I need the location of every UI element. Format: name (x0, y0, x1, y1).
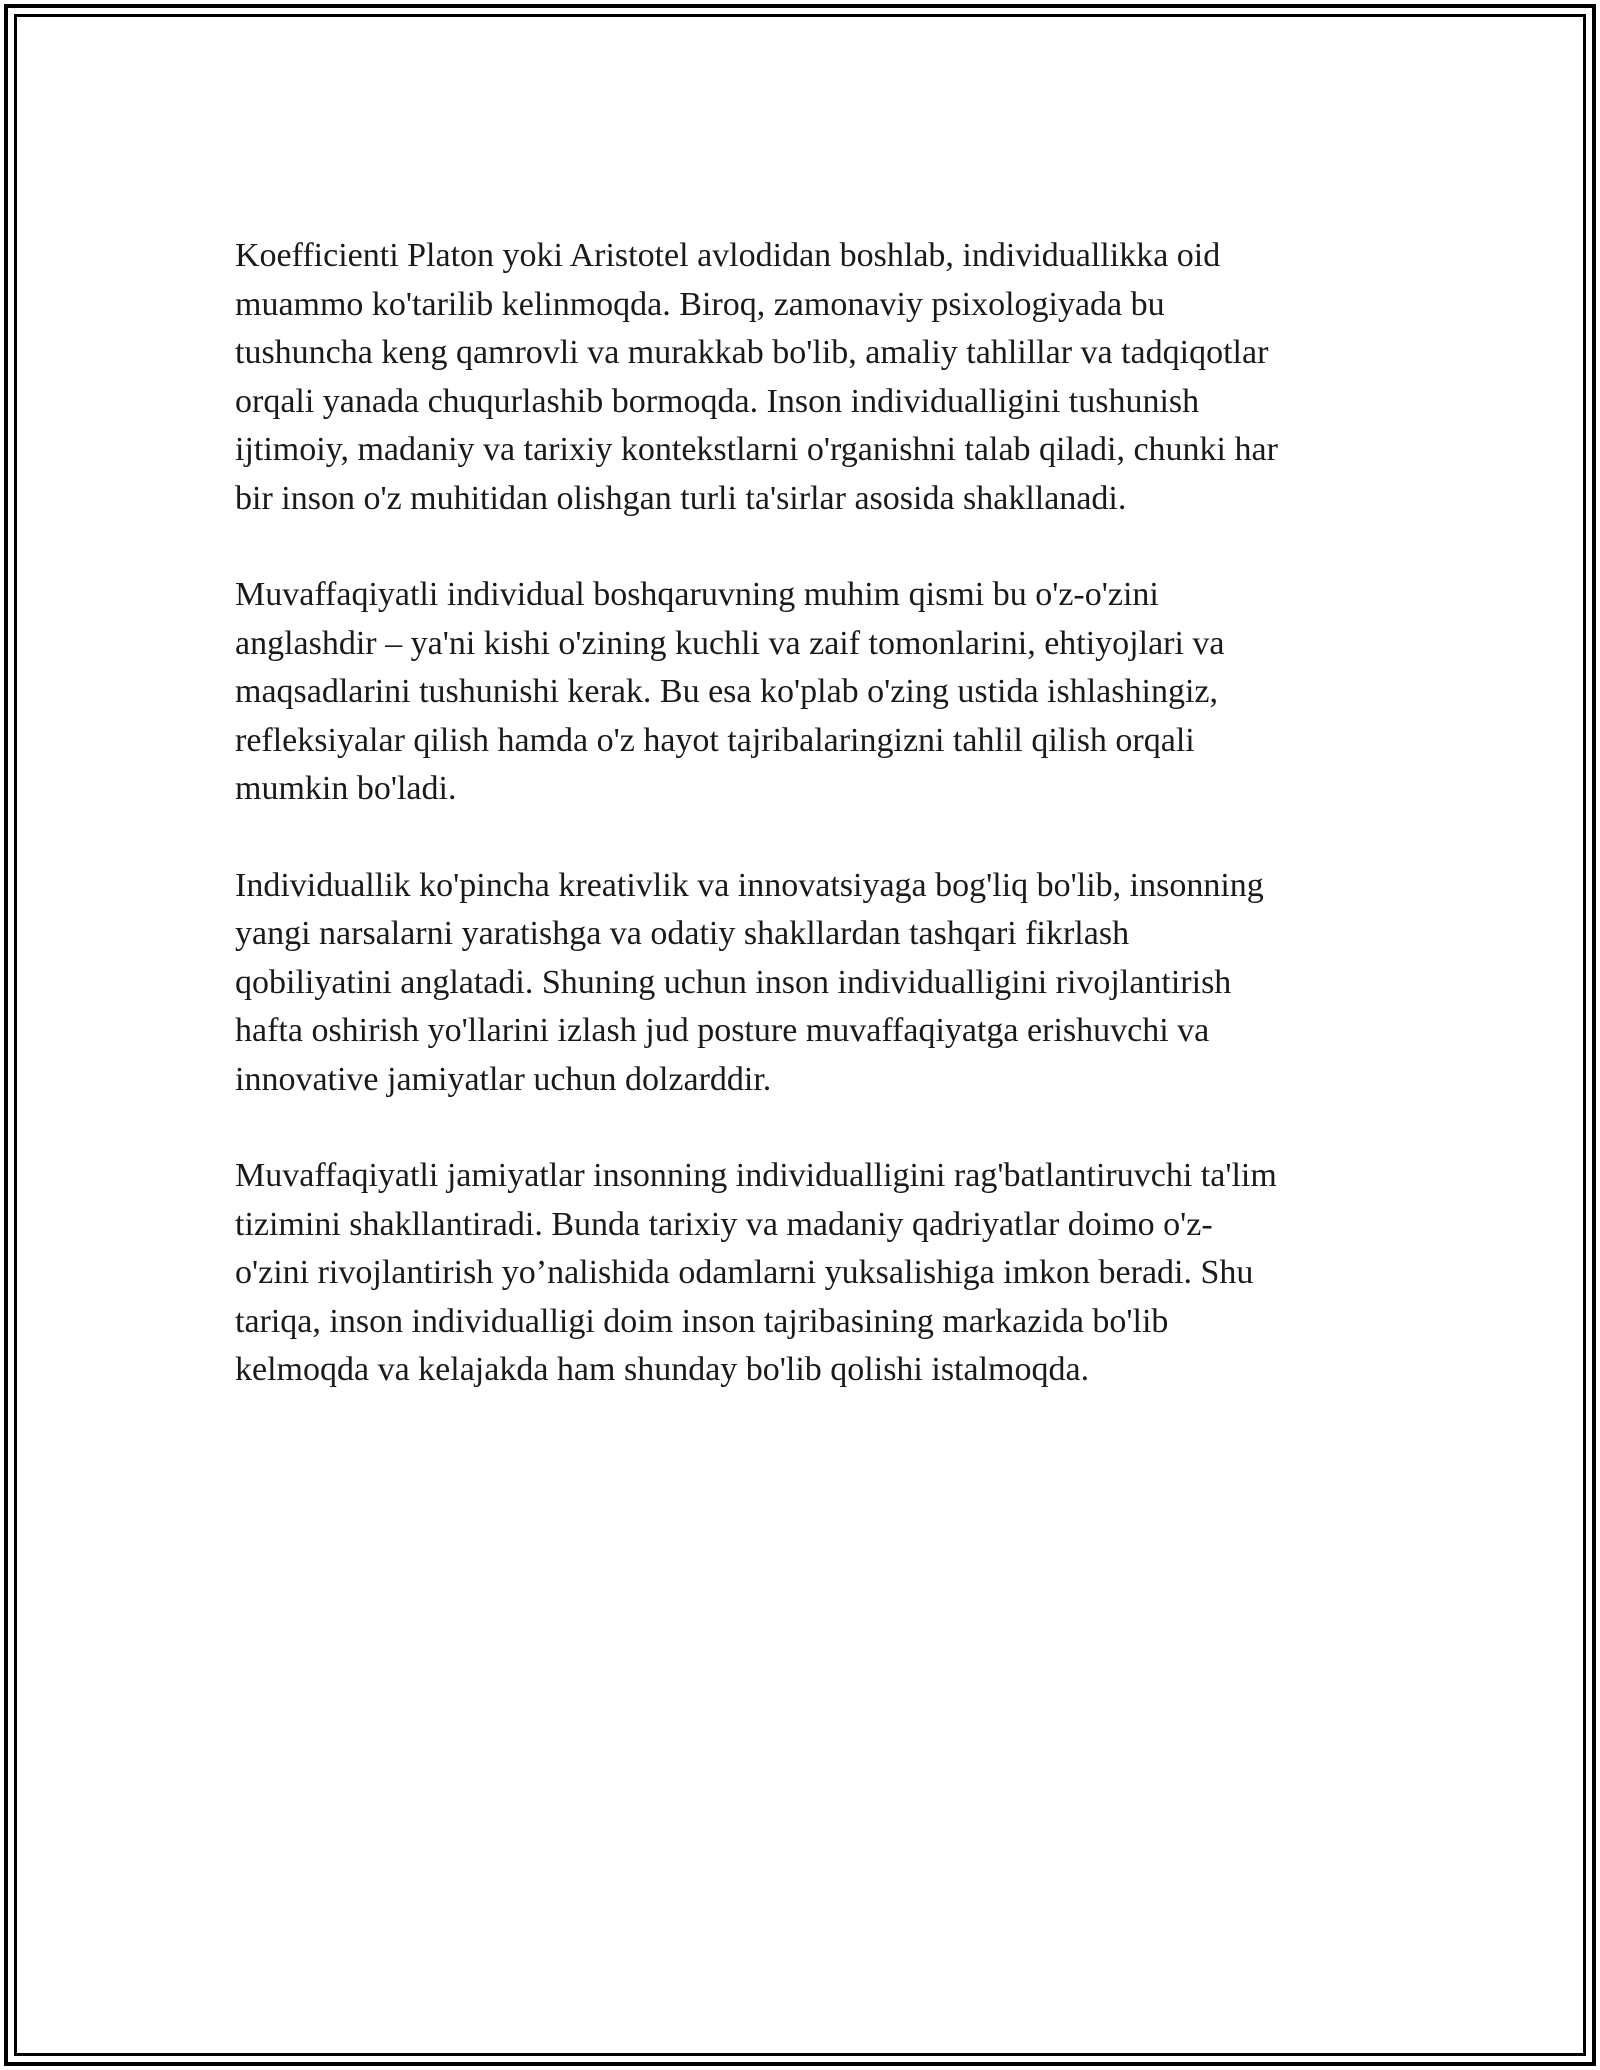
document-body (235, 232, 1385, 1443)
paragraph-2: Muvaffaqiyatli individual boshqaruvning muhim qismi bu o'z-o'zini anglashdir – ya'ni kishi o'zining kuchli va zaif tomonlarini, ehtiyojlari va maqsadlarini tushunishi kerak. Bu esa ko'plab o'zing ustida ishlashingiz, refleksiyalar qilish hamda o'z hayot tajribalaringizni tahlil qilish orqali mumkin bo'ladi. (235, 576, 1225, 807)
paragraph-4: Muvaffaqiyatli jamiyatlar insonning individualligini rag'batlantiruvchi ta'lim tizimini shakllantiradi. Bunda tarixiy va madaniy qadriyatlar doimo o'z- o'zini rivojlantirish yo’nalishida odamlarni yuksalishiga imkon beradi. Shu tariqa, inson individualligi doim inson tajribasining markazida bo'lib kelmoqda va kelajakda ham shunday bo'lib qolishi istalmoqda. (235, 1157, 1277, 1388)
paragraph-3: Individuallik ko'pincha kreativlik va innovatsiyaga bog'liq bo'lib, insonning yangi narsalarni yaratishga va odatiy shakllardan tashqari fikrlash qobiliyatini anglatadi. Shuning uchun inson individualligini rivojlantirish hafta oshirish yo'llarini izlash jud posture muvaffaqiyatga erishuvchi va innovative jamiyatlar uchun dolzarddir. (235, 866, 1264, 1098)
paragraph-1: Koefficienti Platon yoki Aristotel avlodidan boshlab, individuallikka oid muammo ko'tarilib kelinmoqda. Biroq, zamonaviy psixologiyada bu tushuncha keng qamrovli va murakkab bo'lib, amaliy tahlillar va tadqiqotlar orqali yanada chuqurlashib bormoqda. Inson individualligini tushunish ijtimoiy, madaniy va tarixiy kontekstlarni o'rganishni talab qiladi, chunki har bir inson o'z muhitidan olishgan turli ta'sirlar asosida shakllanadi. (235, 237, 1278, 517)
